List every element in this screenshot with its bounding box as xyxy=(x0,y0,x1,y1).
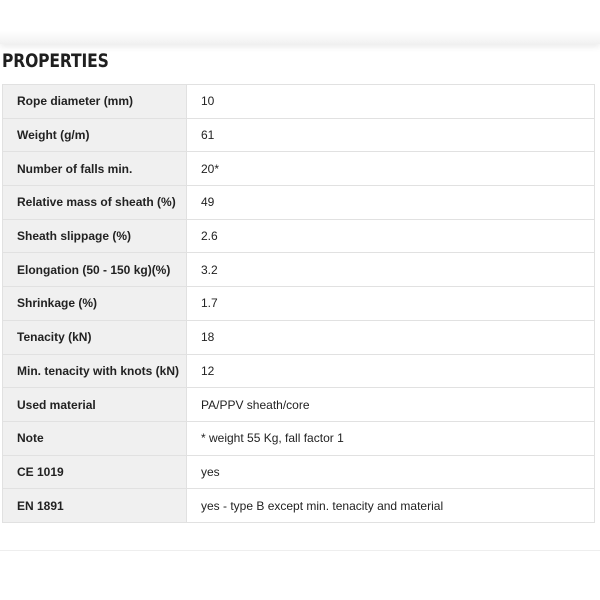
property-value: 12 xyxy=(187,354,595,388)
property-label: Note xyxy=(3,421,187,455)
property-value: 49 xyxy=(187,186,595,220)
property-value: 61 xyxy=(187,118,595,152)
property-label: Elongation (50 - 150 kg)(%) xyxy=(3,253,187,287)
property-value: 2.6 xyxy=(187,219,595,253)
table-row xyxy=(3,388,595,422)
table-row xyxy=(3,421,595,455)
table-row xyxy=(3,186,595,220)
table-row xyxy=(3,253,595,287)
properties-table xyxy=(2,84,595,523)
property-label: Min. tenacity with knots (kN) xyxy=(3,354,187,388)
property-value: 10 xyxy=(187,85,595,119)
section-title: PROPERTIES xyxy=(2,50,109,72)
property-value: 3.2 xyxy=(187,253,595,287)
property-label: Shrinkage (%) xyxy=(3,287,187,321)
table-row xyxy=(3,287,595,321)
header-bar xyxy=(0,0,600,44)
table-row xyxy=(3,489,595,523)
table-row xyxy=(3,219,595,253)
property-value: yes xyxy=(187,455,595,489)
divider xyxy=(0,550,600,551)
property-value: 18 xyxy=(187,320,595,354)
property-label: Tenacity (kN) xyxy=(3,320,187,354)
table-row xyxy=(3,118,595,152)
property-value: 1.7 xyxy=(187,287,595,321)
property-label: EN 1891 xyxy=(3,489,187,523)
table-row xyxy=(3,85,595,119)
table-row xyxy=(3,320,595,354)
property-value: 20* xyxy=(187,152,595,186)
table-row xyxy=(3,354,595,388)
property-label: Weight (g/m) xyxy=(3,118,187,152)
property-value: yes - type B except min. tenacity and material xyxy=(187,489,595,523)
property-label: Used material xyxy=(3,388,187,422)
table-row xyxy=(3,152,595,186)
property-label: Sheath slippage (%) xyxy=(3,219,187,253)
property-label: CE 1019 xyxy=(3,455,187,489)
property-value: * weight 55 Kg, fall factor 1 xyxy=(187,421,595,455)
table-row xyxy=(3,455,595,489)
property-label: Rope diameter (mm) xyxy=(3,85,187,119)
property-label: Relative mass of sheath (%) xyxy=(3,186,187,220)
property-value: PA/PPV sheath/core xyxy=(187,388,595,422)
property-label: Number of falls min. xyxy=(3,152,187,186)
